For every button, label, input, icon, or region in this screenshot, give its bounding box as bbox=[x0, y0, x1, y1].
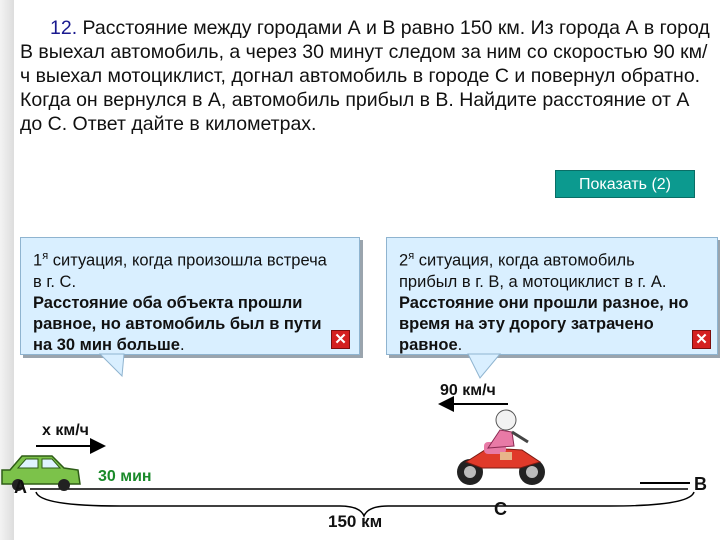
callout-1-text: ситуация, когда произошла встреча в г. С. bbox=[33, 251, 327, 291]
callout-1-number: 1 bbox=[33, 251, 43, 270]
problem-statement: Расстояние между городами А и В равно 150 км. Из города А в город В выехал автомобиль, а через 30 минут следом за ним со скоростью 90 км/ч выехал мотоциклист, догнал автомобиль в городе С и повернул обратно. Когда он вернулся в А, автомобиль прибыл в В. Найдите расстояние от А до С. Ответ дайте в километрах. bbox=[20, 17, 710, 135]
callout-1-end: . bbox=[179, 335, 185, 354]
callout-1-tail bbox=[100, 354, 124, 376]
callout-2-end: . bbox=[457, 335, 463, 354]
callout-2-text: ситуация, когда автомобиль прибыл в г. В, а мотоциклист в г. А. bbox=[399, 251, 667, 291]
motorcyclist-icon bbox=[457, 410, 545, 485]
point-a-label: А bbox=[14, 477, 27, 497]
moto-speed-label: 90 км/ч bbox=[440, 382, 496, 399]
point-c-label: С bbox=[494, 499, 507, 519]
car-speed-label: x км/ч bbox=[42, 422, 89, 439]
delay-label: 30 мин bbox=[98, 468, 152, 485]
show-button[interactable]: Показать (2) bbox=[555, 170, 695, 198]
point-b-label: В bbox=[694, 474, 707, 494]
close-callout-1-button[interactable]: ✕ bbox=[331, 330, 350, 349]
callout-2-number: 2 bbox=[399, 251, 409, 270]
distance-label: 150 км bbox=[328, 512, 383, 531]
callout-2-suffix: я bbox=[408, 250, 415, 262]
callout-1-bold-text: Расстояние оба объекта прошли равное, но автомобиль был в пути на 30 мин больше bbox=[33, 293, 322, 354]
close-callout-2-button[interactable]: ✕ bbox=[692, 330, 711, 349]
callout-1-suffix: я bbox=[42, 250, 49, 262]
callout-2-bold-text: Расстояние они прошли разное, но время на эту дорогу затрачено равное bbox=[399, 293, 689, 354]
callout-2-tail bbox=[468, 354, 500, 378]
problem-number: 12. bbox=[50, 17, 78, 39]
